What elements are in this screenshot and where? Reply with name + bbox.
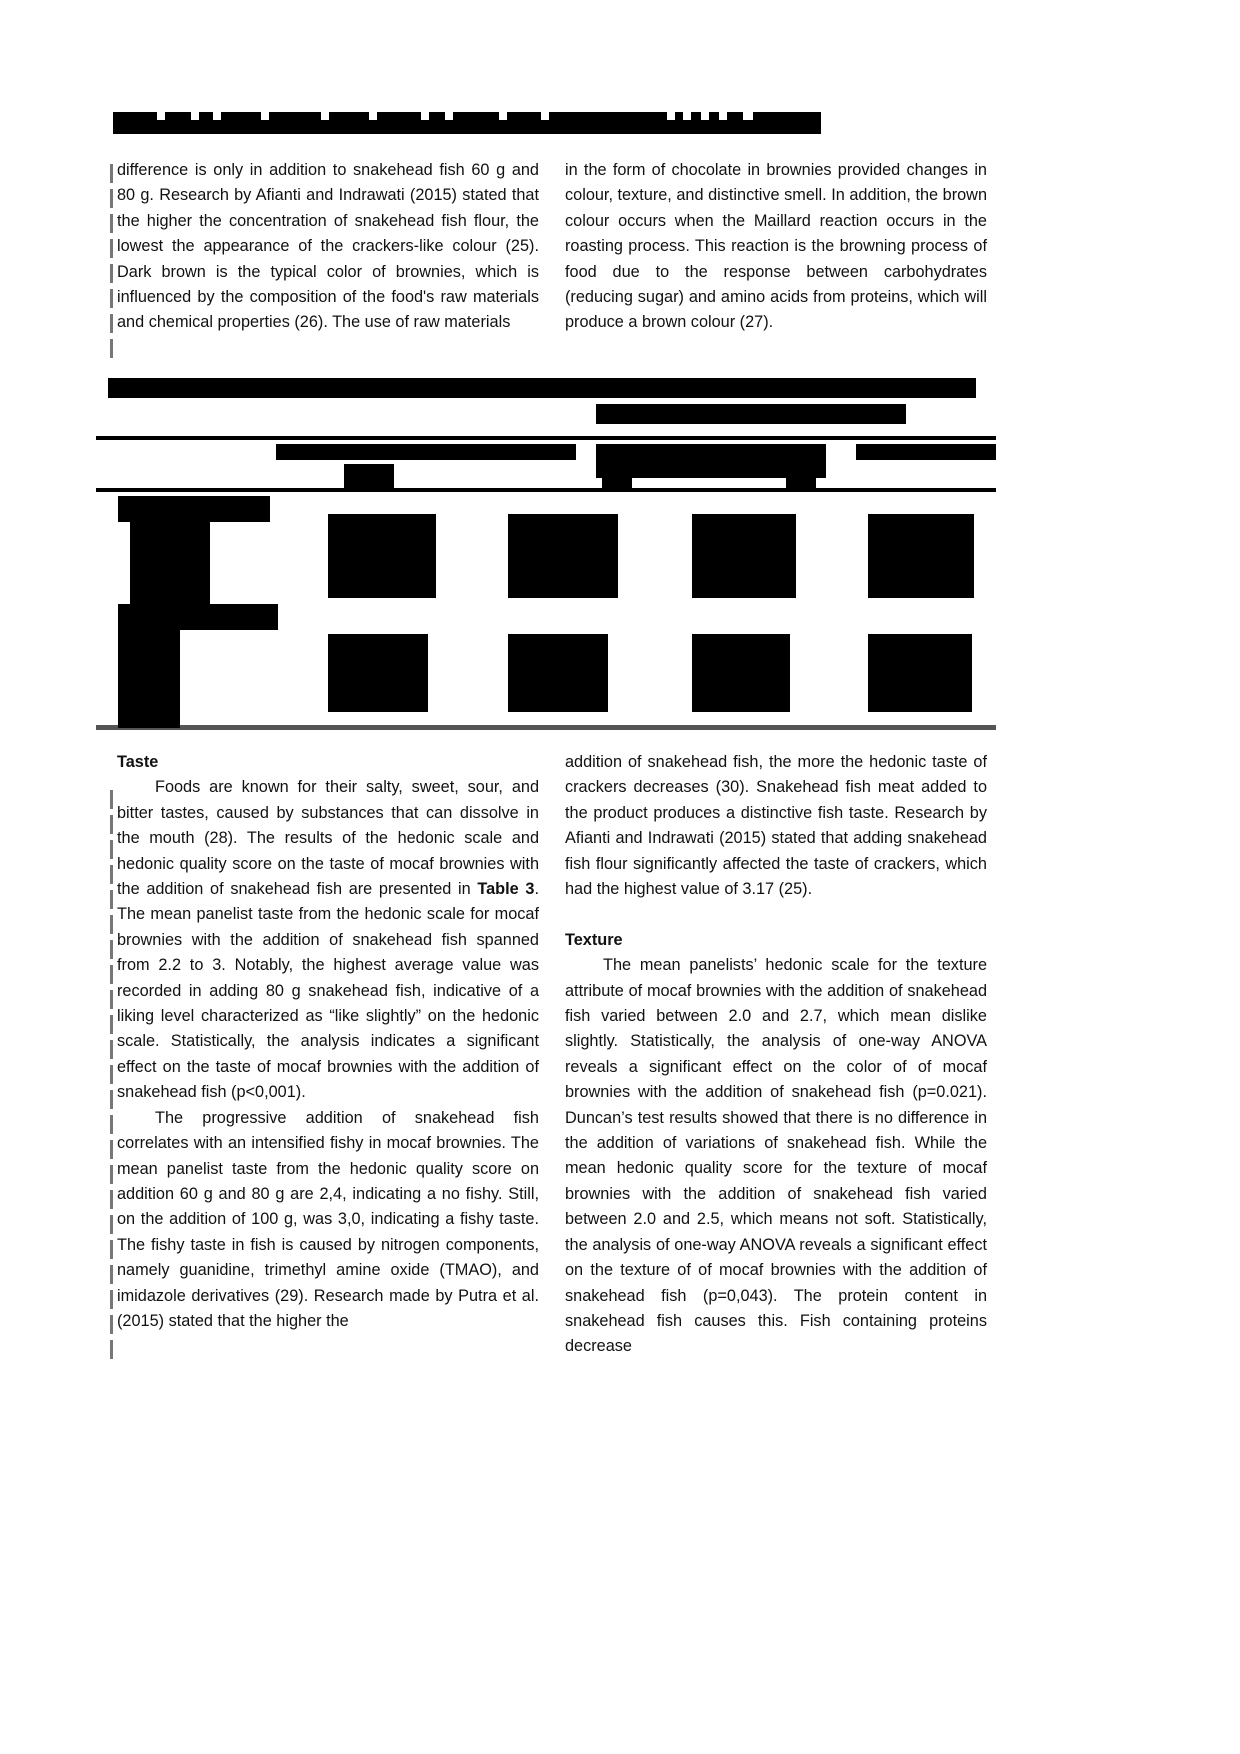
paragraph-texture-1: The mean panelists’ hedonic scale for the texture attribute of mocaf brownies with the addition of snakehead fish varied between 2.0 and 2.7, which mean dislike slightly. Statistically, the analysis of one-way ANOVA reveals a significant effect on the color of of mocaf brownies with the addition of snakehead fish (p=0.021). Duncan’s test results showed that there is no difference in the addition of variations of snakehead fish. While the mean hedonic quality score for the texture of mocaf brownies with the addition of snakehead fish varied between 2.0 and 2.5, which means not soft. Statistically, the analysis of one-way ANOVA reveals a significant effect on the texture of of mocaf brownies with the addition of snakehead fish (p=0,043). The protein content in snakehead fish causes this. Fish containing proteins decrease <box>565 956 987 1356</box>
header-redaction-block <box>329 112 369 122</box>
change-bar-tick <box>110 1190 113 1209</box>
paragraph: in the form of chocolate in brownies provided changes in colour, texture, and distinctive smell. In addition, the brown colour occurs when the Maillard reaction occurs in the roasting process. This reaction is the browning process of food due to the response between carbohydrates (reducing sugar) and amino acids from proteins, which will produce a brown colour (27). <box>565 161 987 332</box>
change-bar-tick <box>110 314 113 333</box>
bottom-left-column <box>117 750 539 1334</box>
paragraph-spacer <box>565 902 987 927</box>
change-bar-tick <box>110 890 113 909</box>
header-redaction-block <box>113 112 157 122</box>
table-header-cell-redaction <box>856 444 996 460</box>
header-redaction-block <box>199 112 213 122</box>
change-bar-tick <box>110 1015 113 1034</box>
change-bar-tick <box>110 1240 113 1259</box>
table-data-cell-redaction <box>508 514 618 598</box>
change-bar-tick <box>110 965 113 984</box>
paragraph-text-tail: . The mean panelist taste from the hedonic scale for mocaf brownies with the addition of snakehead fish spanned from 2.2 to 3. Notably, the highest average value was recorded in adding 80 g snakehead fish, indicative of a liking level characterized as “like slightly” on the hedonic scale. Statistically, the analysis indicates a significant effect on the taste of mocaf brownies with the addition of snakehead fish (p<0,001). <box>117 880 539 1102</box>
change-bar-tick <box>110 1340 113 1359</box>
table-caption-redaction <box>596 404 906 424</box>
table-header-cell-redaction <box>344 464 394 488</box>
change-bar-tick <box>110 840 113 859</box>
header-redaction-block <box>377 112 421 122</box>
change-bar-tick <box>110 1265 113 1284</box>
change-bar-tick <box>110 940 113 959</box>
header-redaction-block <box>709 112 719 122</box>
change-bar-tick <box>110 1215 113 1234</box>
header-redaction-block <box>727 112 743 122</box>
header-base-bar <box>113 120 821 134</box>
paragraph: difference is only in addition to snakehead fish 60 g and 80 g. Research by Afianti and Indrawati (2015) stated that the higher the concentration of snakehead fish flour, the lowest the appearance of the crackers-like colour (25). Dark brown is the typical color of brownies, which is influenced by the composition of the food's raw materials and chemical properties (26). The use of raw materials <box>117 161 539 332</box>
table-row-label-redaction <box>118 496 270 522</box>
table-header-cell-redaction <box>602 464 632 488</box>
paragraph-taste-right: addition of snakehead fish, the more the hedonic taste of crackers decreases (30). Snakehead fish meat added to the product produces a distinctive fish taste. Research by Afianti and Indrawati (2015) stated that adding snakehead fish flour significantly affected the taste of crackers, which had the highest value of 3.17 (25). <box>565 753 987 899</box>
top-right-column <box>565 158 987 336</box>
change-bar-tick <box>110 264 113 283</box>
section-heading-texture: Texture <box>565 930 623 949</box>
running-header-redacted <box>113 112 821 134</box>
section-heading-taste: Taste <box>117 753 159 771</box>
table-row-label-redaction <box>118 604 278 630</box>
table-row-label-redaction <box>118 630 180 682</box>
table-header-cell-redaction <box>276 444 576 460</box>
change-bar-tick <box>110 1115 113 1134</box>
header-redaction-block <box>675 112 683 122</box>
table-data-cell-redaction <box>328 514 436 598</box>
header-redaction-block <box>507 112 541 122</box>
change-bar-tick <box>110 915 113 934</box>
change-bar-tick <box>110 865 113 884</box>
header-redaction-block <box>453 112 499 122</box>
change-bars-top-left <box>110 164 113 364</box>
header-redaction-block <box>269 112 321 122</box>
change-bar-tick <box>110 214 113 233</box>
change-bar-tick <box>110 790 113 809</box>
change-bar-tick <box>110 1165 113 1184</box>
table-bottom-rule <box>96 725 996 730</box>
bottom-right-column <box>565 750 987 1360</box>
table-row-label-redaction <box>130 522 210 604</box>
table-data-cell-redaction <box>508 634 608 712</box>
table-header-rule <box>96 488 996 492</box>
paragraph-taste-1 <box>117 775 539 1105</box>
table-data-cell-redaction <box>692 514 796 598</box>
change-bar-tick <box>110 164 113 183</box>
table-caption-redaction <box>108 378 976 398</box>
header-redaction-block <box>221 112 261 122</box>
change-bar-tick <box>110 289 113 308</box>
change-bar-tick <box>110 1140 113 1159</box>
table-header-rule <box>96 436 996 440</box>
table-data-cell-redaction <box>868 634 972 712</box>
header-redaction-block <box>753 112 821 122</box>
paragraph-text-lead: Foods are known for their salty, sweet, sour, and bitter tastes, caused by substances that can dissolve in the mouth (28). The results of the hedonic scale and hedonic quality score on the taste of mocaf brownies with the addition of snakehead fish are presented in <box>117 778 539 899</box>
change-bar-tick <box>110 1315 113 1334</box>
table-data-cell-redaction <box>692 634 790 712</box>
header-redaction-block <box>165 112 191 122</box>
change-bar-tick <box>110 1290 113 1309</box>
change-bar-tick <box>110 1090 113 1109</box>
table-row-label-redaction <box>118 682 180 728</box>
table-reference: Table 3 <box>477 880 535 899</box>
change-bar-tick <box>110 189 113 208</box>
header-redaction-block <box>549 112 667 122</box>
change-bar-tick <box>110 339 113 358</box>
table-header-cell-redaction <box>786 464 816 488</box>
change-bars-bottom-left <box>110 790 113 1365</box>
header-redaction-block <box>691 112 701 122</box>
change-bar-tick <box>110 239 113 258</box>
table-3-redacted <box>96 378 996 730</box>
top-left-column <box>117 158 539 336</box>
change-bar-tick <box>110 990 113 1009</box>
change-bar-tick <box>110 1040 113 1059</box>
table-data-cell-redaction <box>868 514 974 598</box>
change-bar-tick <box>110 815 113 834</box>
header-redaction-block <box>429 112 445 122</box>
change-bar-tick <box>110 1065 113 1084</box>
paragraph-taste-2: The progressive addition of snakehead fish correlates with an intensified fishy in mocaf brownies. The mean panelist taste from the hedonic quality score on addition 60 g and 80 g are 2,4, indicating a no fishy. Still, on the addition of 100 g, was 3,0, indicating a fishy taste. The fishy taste in fish is caused by nitrogen components, namely guanidine, trimethyl amine oxide (TMAO), and imidazole derivatives (29). Research made by Putra et al. (2015) stated that the higher the <box>117 1108 539 1330</box>
table-data-cell-redaction <box>328 634 428 712</box>
